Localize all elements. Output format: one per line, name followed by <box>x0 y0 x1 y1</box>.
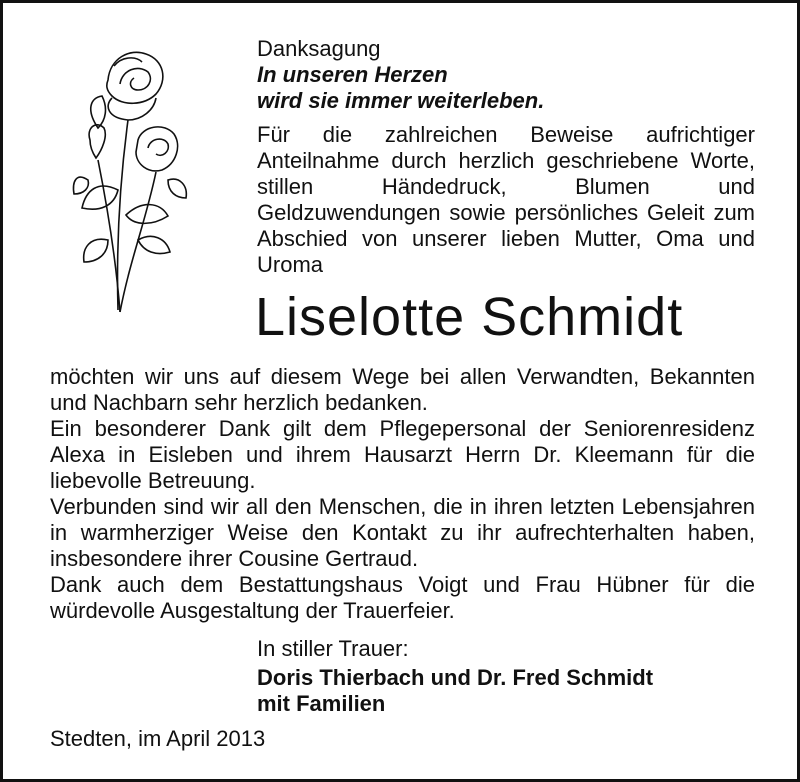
notice-heading: Danksagung <box>257 36 381 61</box>
motto-line: wird sie immer weiterleben. <box>257 88 545 113</box>
signoff-label: In stiller Trauer: <box>257 636 409 661</box>
intro-text: Für die zahlreichen Beweise aufrichtiger Anteilnahme durch herzlich geschriebene Worte, stillen Händedruck, Blumen und Geldzuwendungen sowie persönliches Geleit zum Abschied von unserer lieben Mutter, Oma und Uroma <box>257 122 755 277</box>
body-paragraph: möchten wir uns auf diesem Wege bei allen Verwandten, Bekannten und Nachbarn sehr herzlich bedanken. <box>50 364 755 415</box>
signoff-name-line: mit Familien <box>257 691 386 716</box>
body-paragraph: Dank auch dem Bestattungshaus Voigt und Frau Hübner für die würdevolle Ausgestaltung der Trauerfeier. <box>50 572 755 623</box>
place-date: Stedten, im April 2013 <box>50 726 266 751</box>
notice-body <box>50 364 755 624</box>
signoff-names <box>257 665 653 717</box>
motto-line: In unseren Herzen <box>257 62 448 87</box>
motto <box>257 62 544 114</box>
signoff-name-line: Doris Thierbach und Dr. Fred Schmidt <box>257 665 654 690</box>
deceased-name: Liselotte Schmidt <box>255 287 684 347</box>
body-paragraph: Verbunden sind wir all den Menschen, die in ihren letzten Lebensjahren in warmherziger Weise den Kontakt zu ihr aufrechterhalten haben, insbesondere ihrer Cousine Gertraud. <box>50 494 755 571</box>
body-paragraph: Ein besonderer Dank gilt dem Pflegepersonal der Seniorenresidenz Alexa in Eisleben und ihrem Hausarzt Herrn Dr. Kleemann für die liebevolle Betreuung. <box>50 416 755 493</box>
rose-icon <box>68 40 198 315</box>
